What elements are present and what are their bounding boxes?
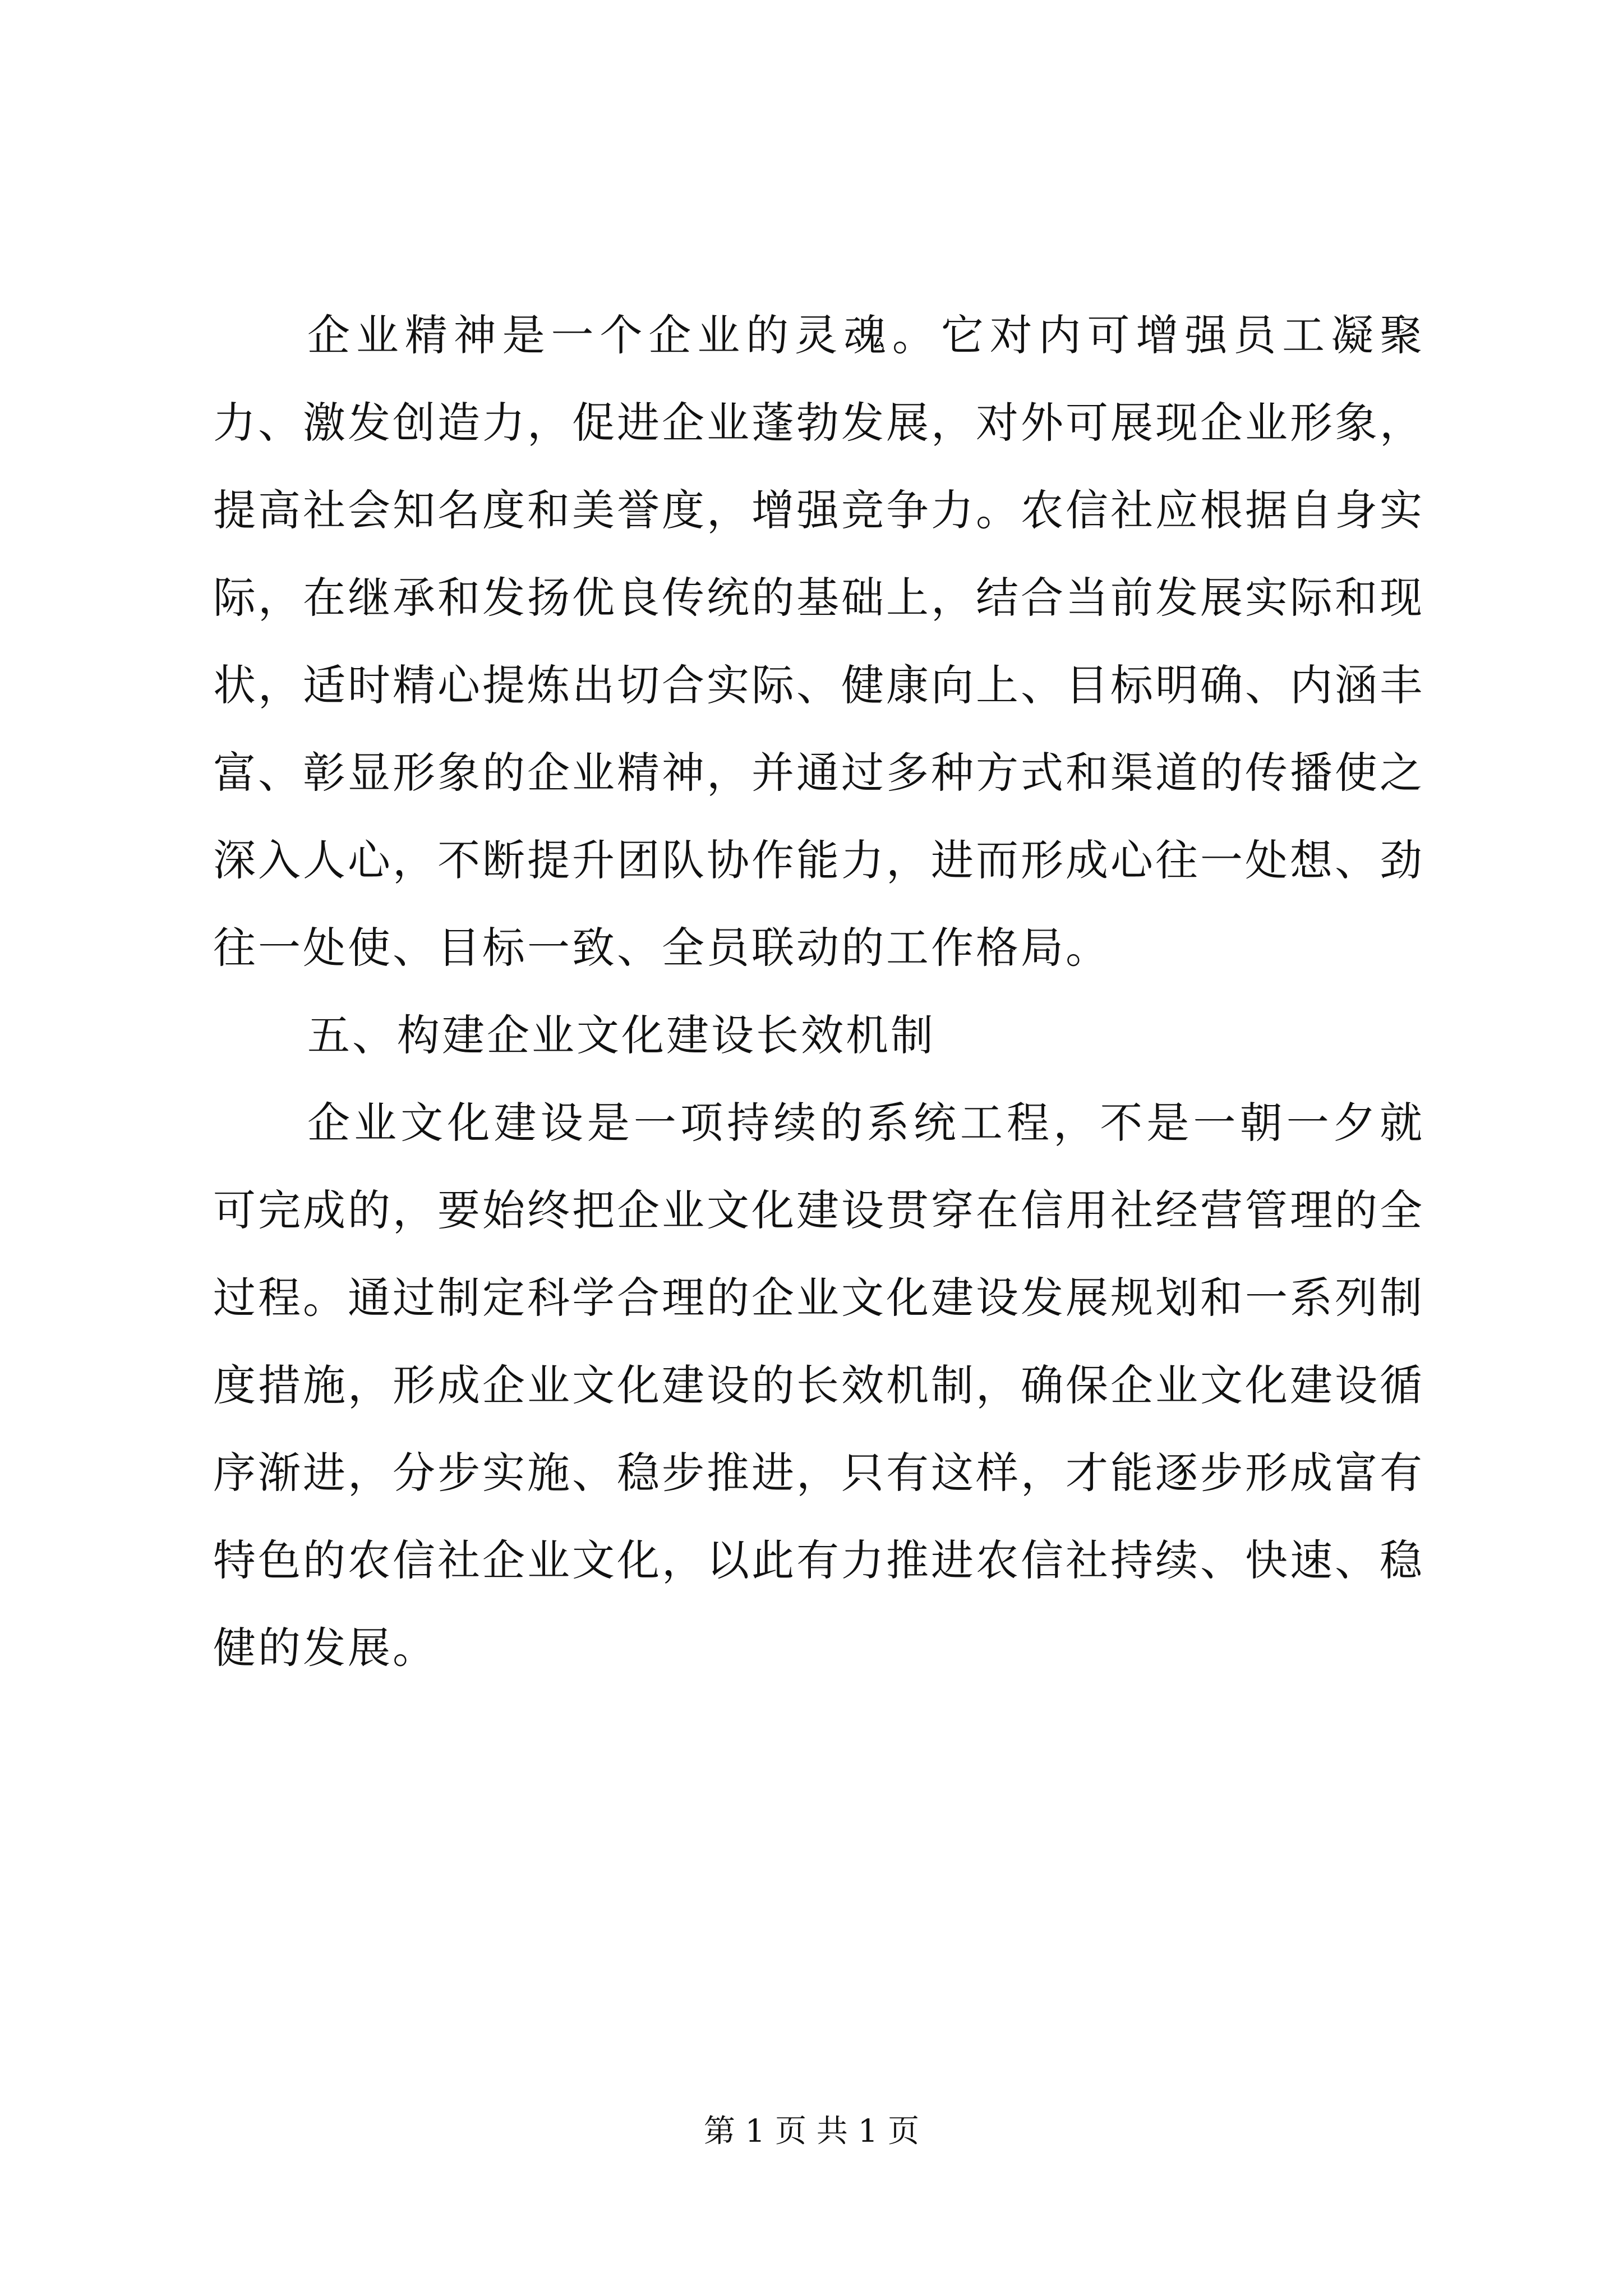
paragraph-long-term-mechanism: 企业文化建设是一项持续的系统工程，不是一朝一夕就可完成的，要始终把企业文化建设贯穿在信用社经营管理的全过程。通过制定科学合理的企业文化建设发展规划和一系列制度措施，形成企业文化建设的长效机制，确保企业文化建设循序渐进，分步实施、稳步推进，只有这样，才能逐步形成富有特色的农信社企业文化，以此有力推进农信社持续、快速、稳健的发展。 [213,1098,1424,1673]
section-heading: 五、构建企业文化建设长效机制 [307,1010,935,1060]
page-footer: 第 1 页 共 1 页 [703,2113,920,2150]
document-body [213,292,1424,1692]
paragraph-enterprise-spirit: 企业精神是一个企业的灵魂。它对内可增强员工凝聚力、激发创造力，促进企业蓬勃发展，对外可展现企业形象，提高社会知名度和美誉度，增强竞争力。农信社应根据自身实际，在继承和发扬优良传统的基础上，结合当前发展实际和现状，适时精心提炼出切合实际、健康向上、目标明确、内涵丰富、彰显形象的企业精神，并通过多种方式和渠道的传播使之深入人心，不断提升团队协作能力，进而形成心往一处想、劲往一处使、目标一致、全员联动的工作格局。 [213,310,1424,973]
